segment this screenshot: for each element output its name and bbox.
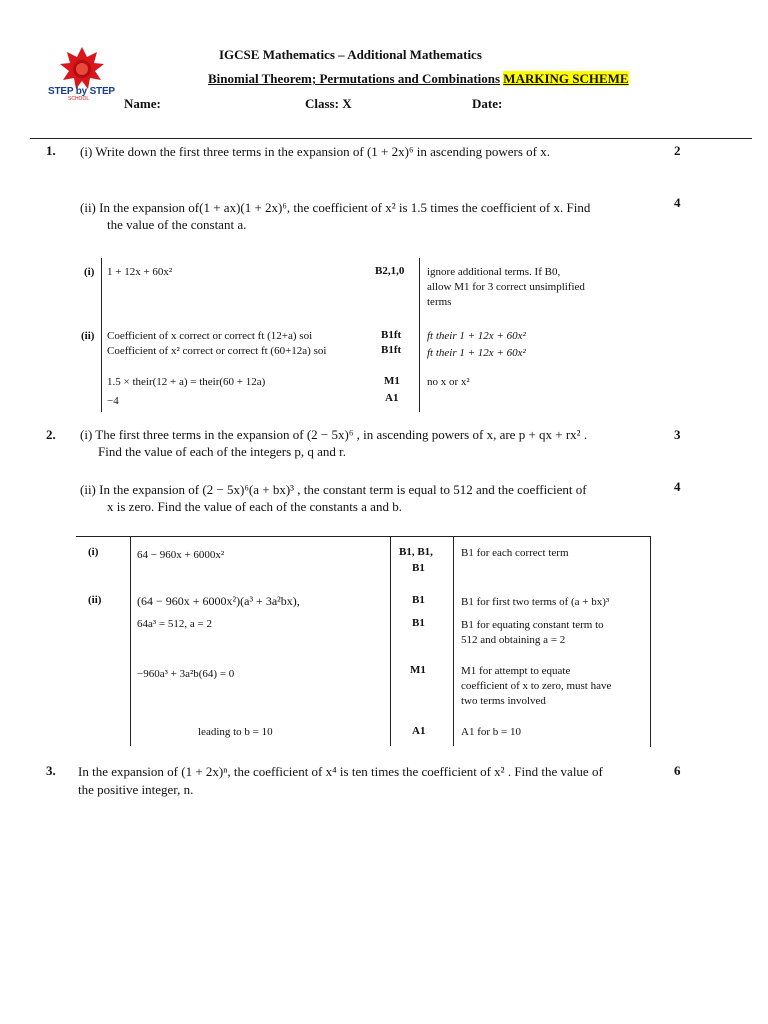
- topic-title: Binomial Theorem; Permutations and Combinations: [208, 71, 501, 86]
- scheme-answer: −960a³ + 3a²b(64) = 0: [137, 668, 235, 680]
- marks-value: 6: [674, 763, 681, 778]
- scheme-answer: Coefficient of x² correct or correct ft (60+12a) soi: [107, 345, 327, 357]
- question-number: 3.: [46, 763, 56, 778]
- question-number: 1.: [46, 143, 56, 158]
- scheme-note: no x or x²: [427, 376, 470, 388]
- marks-value: 4: [674, 479, 681, 494]
- marking-scheme-badge: MARKING SCHEME: [503, 71, 629, 86]
- scheme-note: terms: [427, 296, 452, 308]
- question-2-part-i-line-2: Find the value of each of the integers p, q and r.: [98, 444, 347, 459]
- marks-value: 2: [674, 143, 681, 158]
- name-label: Name:: [124, 96, 161, 111]
- scheme-divider: [101, 258, 102, 412]
- scheme-mark: B1ft: [381, 344, 402, 356]
- question-1-part-i: (i) Write down the first three terms in the expansion of (1 + 2x)⁶ in ascending powers of x.: [80, 144, 550, 159]
- scheme-mark: B1: [412, 617, 425, 629]
- question-2-part-i-line-1: (i) The first three terms in the expansion of (2 − 5x)⁶ , in ascending powers of x, are p + qx + rx² .: [80, 427, 588, 442]
- scheme-answer: −4: [107, 395, 119, 407]
- question-number: 2.: [46, 427, 56, 442]
- date-label: Date:: [472, 96, 503, 111]
- question-3-line-1: In the expansion of (1 + 2x)ⁿ, the coefficient of x⁴ is ten times the coefficient of x² . Find the value of: [78, 764, 603, 779]
- logo-text: STEP by STEP: [48, 86, 115, 97]
- document-title: IGCSE Mathematics – Additional Mathematics: [219, 47, 482, 62]
- scheme-divider: [453, 536, 454, 746]
- scheme-part-label: (ii): [81, 330, 95, 342]
- scheme-answer: 64a³ = 512, a = 2: [137, 618, 212, 630]
- scheme-part-label: (i): [84, 266, 95, 278]
- class-label: Class: X: [305, 96, 352, 111]
- scheme-note: B1 for each correct term: [461, 547, 569, 559]
- marks-value: 4: [674, 195, 681, 210]
- scheme-note: B1 for equating constant term to: [461, 619, 604, 631]
- scheme-note: 512 and obtaining a = 2: [461, 634, 566, 646]
- scheme-mark: B2,1,0: [375, 265, 405, 277]
- scheme-part-label: (ii): [88, 594, 102, 606]
- scheme-note: two terms involved: [461, 695, 546, 707]
- scheme-divider: [419, 258, 420, 412]
- scheme-note: M1 for attempt to equate: [461, 665, 571, 677]
- school-logo: [46, 44, 122, 102]
- scheme-mark: A1: [412, 725, 426, 737]
- scheme-note: coefficient of x to zero, must have: [461, 680, 612, 692]
- question-1-part-ii-line-1: (ii) In the expansion of(1 + ax)(1 + 2x)⁶, the coefficient of x² is 1.5 times the coefficient of x. Find: [80, 200, 591, 215]
- scheme-answer: Coefficient of x correct or correct ft (12+a) soi: [107, 330, 313, 342]
- document-subtitle: [208, 71, 629, 87]
- scheme-mark: M1: [384, 375, 400, 387]
- scheme-part-label: (i): [88, 546, 99, 558]
- scheme-mark: A1: [385, 392, 399, 404]
- scheme-answer: leading to b = 10: [198, 726, 273, 738]
- scheme-note: B1 for first two terms of (a + bx)³: [461, 596, 610, 608]
- question-2-part-ii-line-2: x is zero. Find the value of each of the constants a and b.: [107, 499, 402, 514]
- logo-subtext: SCHOOL: [68, 96, 90, 102]
- scheme-note: ft their 1 + 12x + 60x²: [427, 330, 526, 342]
- scheme-mark: B1, B1,: [399, 546, 433, 558]
- scheme-note: allow M1 for 3 correct unsimplified: [427, 281, 585, 293]
- scheme-answer: (64 − 960x + 6000x²)(a³ + 3a²bx),: [137, 594, 300, 608]
- scheme-divider: [390, 536, 391, 746]
- question-1-part-ii-line-2: the value of the constant a.: [107, 217, 247, 232]
- scheme-mark: B1: [412, 562, 425, 574]
- scheme-note: ft their 1 + 12x + 60x²: [427, 347, 526, 359]
- scheme-note: ignore additional terms. If B0,: [427, 266, 561, 278]
- scheme-mark: B1ft: [381, 329, 402, 341]
- header-divider: [30, 138, 752, 139]
- question-3-line-2: the positive integer, n.: [78, 782, 194, 797]
- scheme-mark: B1: [412, 594, 425, 606]
- scheme-mark: M1: [410, 664, 426, 676]
- scheme-divider: [130, 536, 131, 746]
- scheme-answer: 64 − 960x + 6000x²: [137, 549, 225, 561]
- scheme-answer: 1.5 × their(12 + a) = their(60 + 12a): [107, 376, 266, 388]
- marks-value: 3: [674, 427, 681, 442]
- scheme-note: A1 for b = 10: [461, 726, 521, 738]
- question-2-part-ii-line-1: (ii) In the expansion of (2 − 5x)⁶(a + bx)³ , the constant term is equal to 512 and the coefficient of: [80, 482, 587, 497]
- scheme-answer: 1 + 12x + 60x²: [107, 266, 173, 278]
